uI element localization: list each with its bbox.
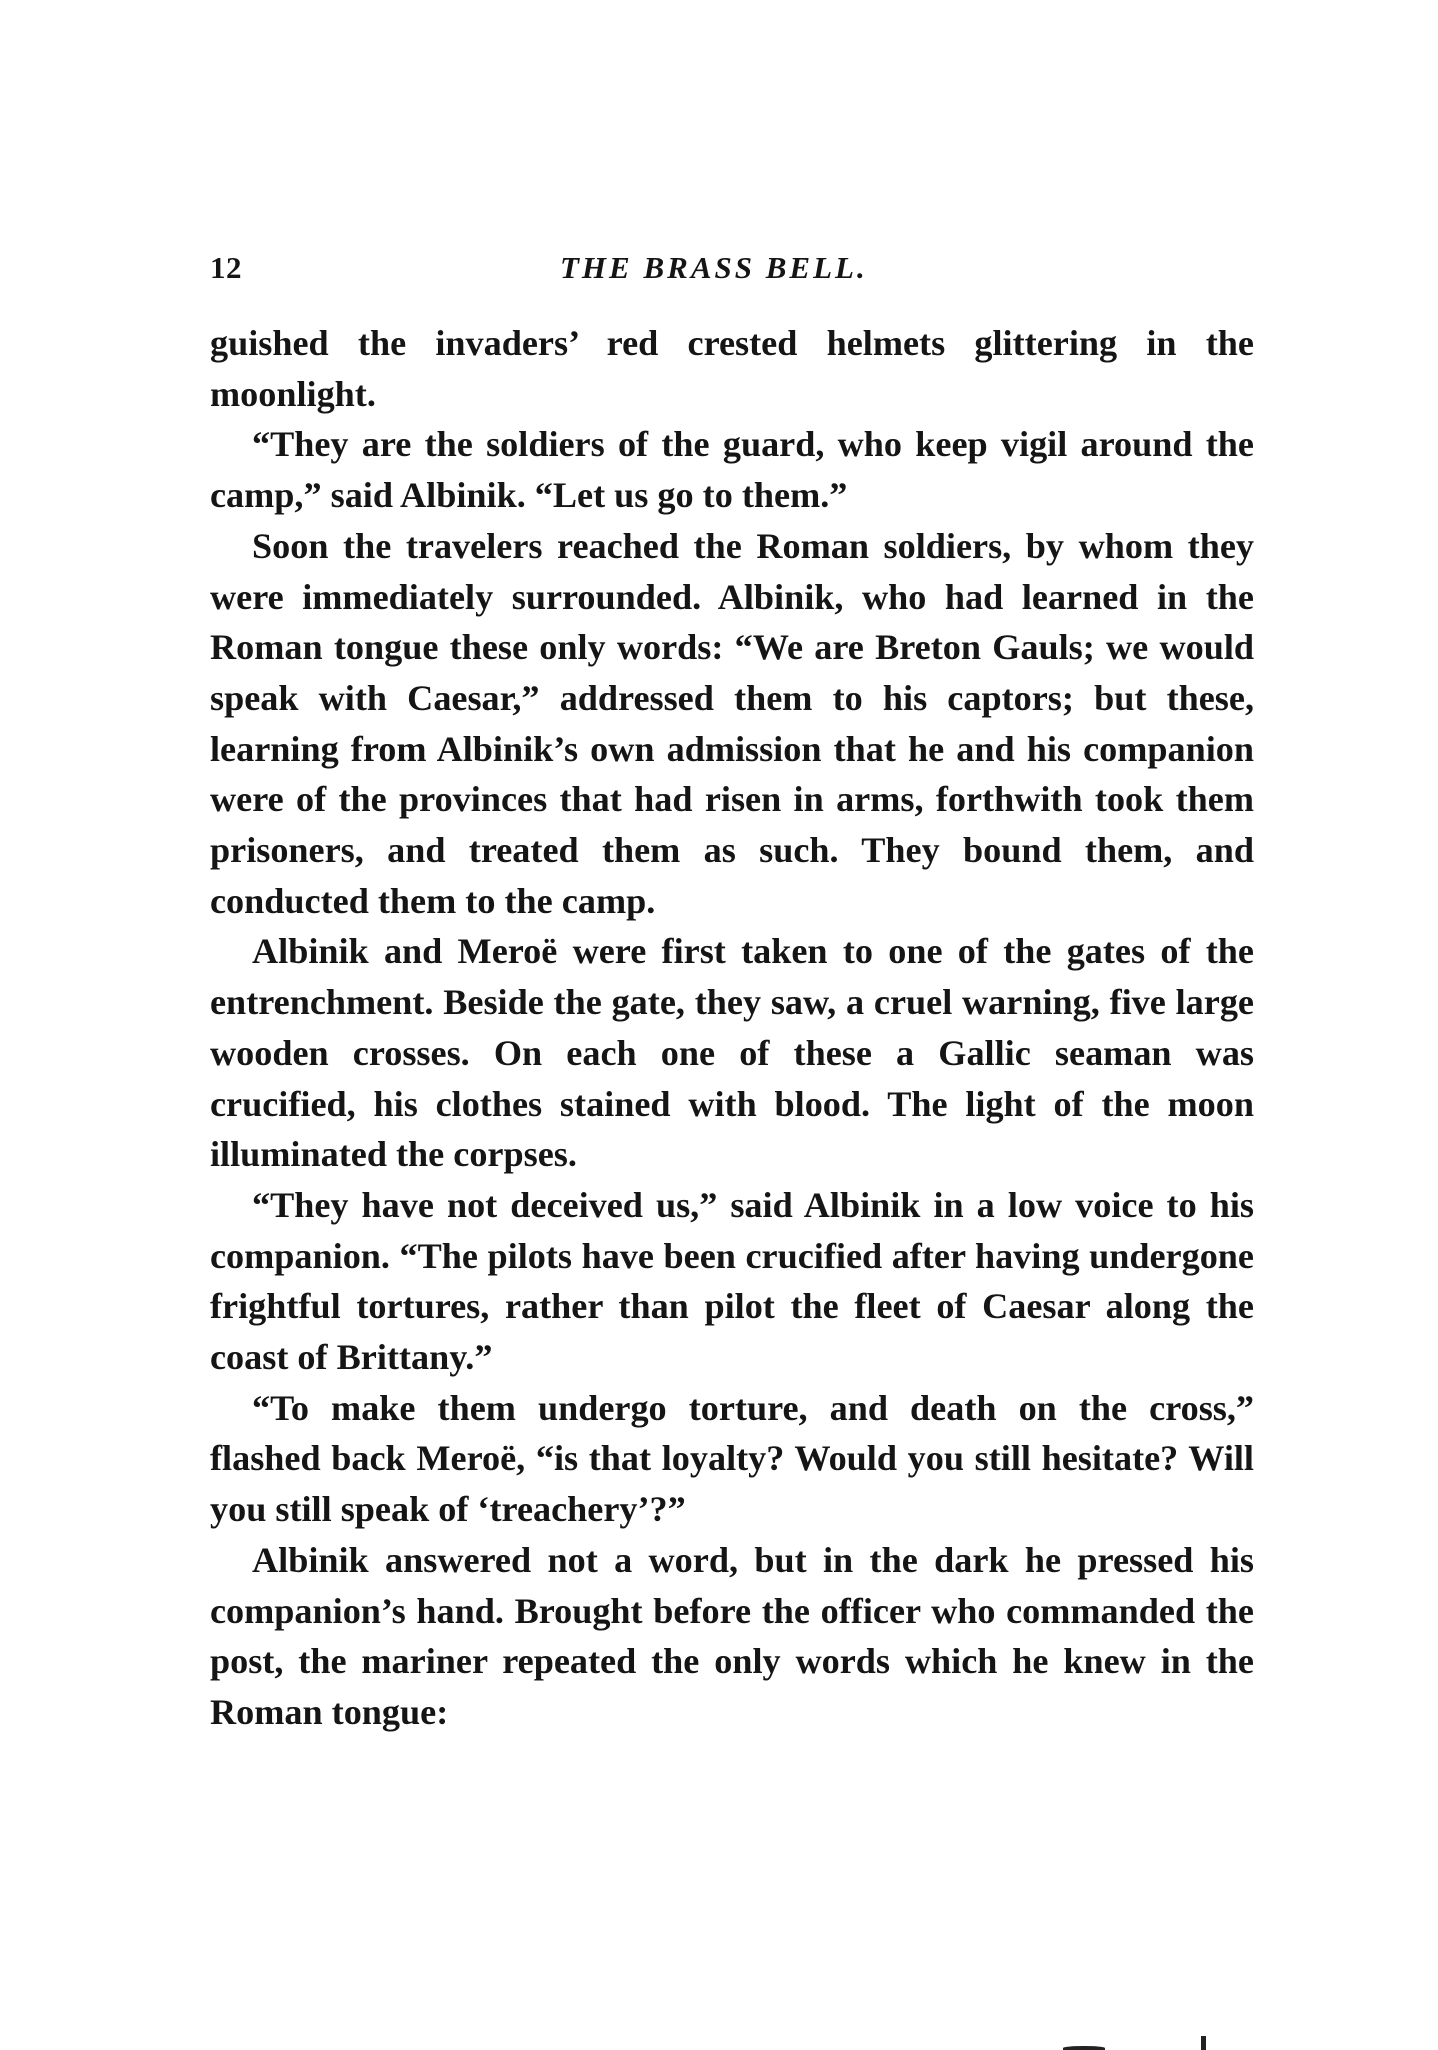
paragraph: Albinik and Meroë were first taken to one of the gates of the entrenchment. Beside the gate, they saw, a cruel warning, five large wooden crosses. On each one of these a Gallic seaman was crucified, his clothes stained with blood. The light of the moon illuminated the corpses.	[210, 931, 1254, 1175]
cut-off-text-fragment	[1055, 2034, 1255, 2050]
paragraph: “They are the soldiers of the guard, who keep vigil around the camp,” said Albinik. “Let us go to them.”	[210, 424, 1254, 516]
page-number: 12	[210, 250, 242, 285]
page-body	[210, 318, 1254, 1738]
paragraph: “They have not deceived us,” said Albinik in a low voice to his companion. “The pilots have been crucified after having undergone frightful tortures, rather than pilot the fleet of Caesar along the coast of Brittany.”	[210, 1184, 1254, 1378]
paragraph-continued: guished the invaders’ red crested helmets glittering in the moonlight.	[210, 323, 1254, 414]
paragraph: “To make them undergo torture, and death on the cross,” flashed back Meroë, “is that loyalty? Would you still hesitate? Will you still speak of ‘treachery’?”	[210, 1387, 1254, 1530]
running-head	[210, 250, 1254, 300]
paragraph: Albinik answered not a word, but in the dark he pressed his companion’s hand. Brought before the officer who commanded the post, the mariner repeated the only words which he knew in the Roman tongue:	[210, 1539, 1254, 1732]
paragraph: Soon the travelers reached the Roman soldiers, by whom they were immediately surrounded. Albinik, who had learned in the Roman tongue these only words: “We are Breton Gauls; we would speak with Caesar,” addressed them to his captors; but these, learning from Albinik’s own admission that he and his companion were of the provinces that had risen in arms, forthwith took them prisoners, and treated them as such. They bound them, and conducted them to the camp.	[210, 525, 1254, 921]
running-title: THE BRASS BELL.	[560, 250, 868, 285]
